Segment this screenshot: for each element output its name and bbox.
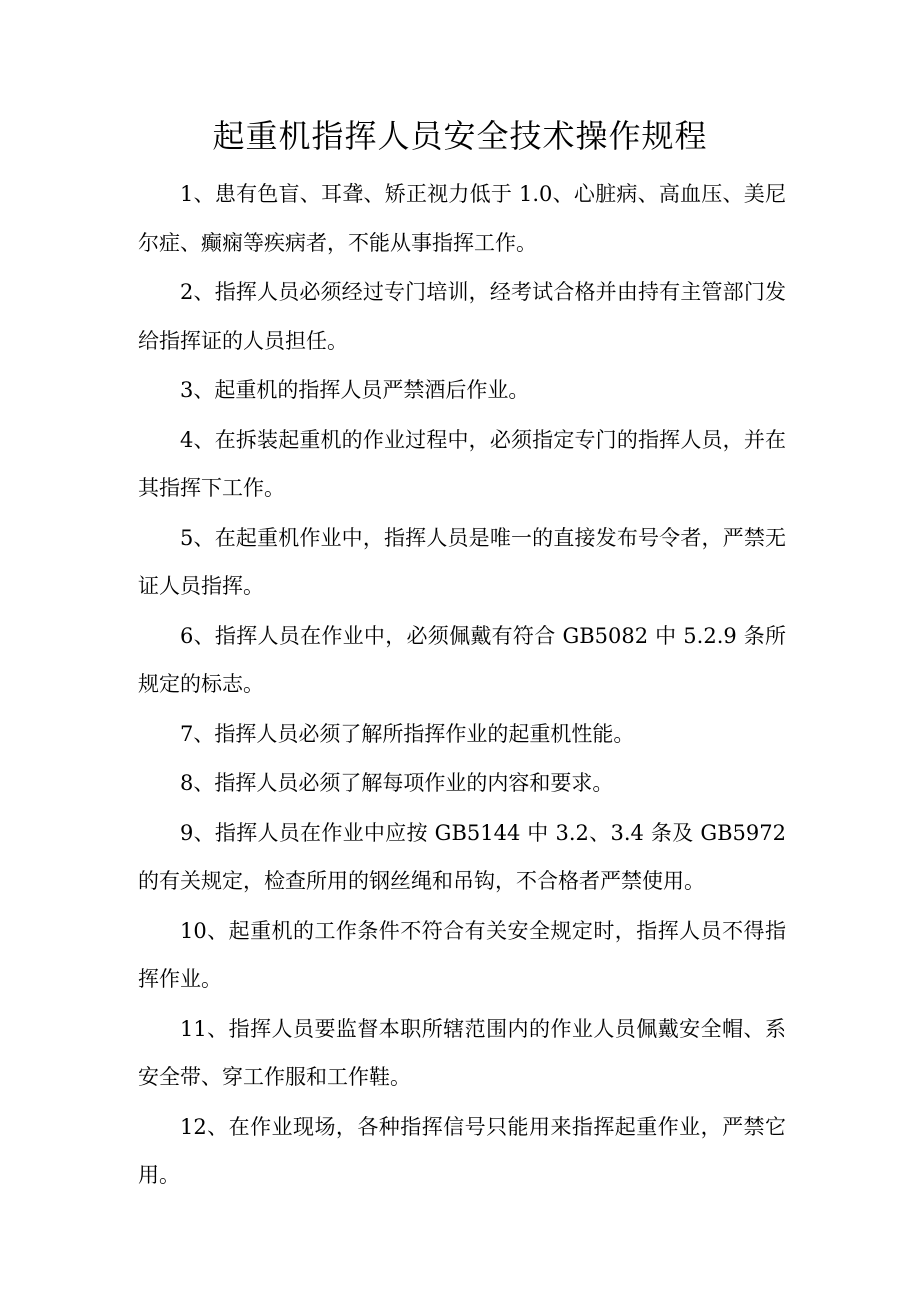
rule-paragraph-4: 4、在拆装起重机的作业过程中，必须指定专门的指挥人员，并在其指挥下工作。 <box>138 427 786 500</box>
rule-paragraph-8: 8、指挥人员必须了解每项作业的内容和要求。 <box>180 771 614 795</box>
document-body <box>138 170 786 1201</box>
rule-paragraph-11: 11、指挥人员要监督本职所辖范围内的作业人员佩戴安全帽、系安全带、穿工作服和工作鞋。 <box>138 1016 786 1089</box>
rule-paragraph-3: 3、起重机的指挥人员严禁酒后作业。 <box>180 378 530 402</box>
rule-paragraph-9: 9、指挥人员在作业中应按 GB5144 中 3.2、3.4 条及 GB5972 的有关规定，检查所用的钢丝绳和吊钩，不合格者严禁使用。 <box>138 820 786 893</box>
rule-paragraph-12: 12、在作业现场，各种指挥信号只能用来指挥起重作业，严禁它用。 <box>138 1114 786 1187</box>
rule-paragraph-6: 6、指挥人员在作业中，必须佩戴有符合 GB5082 中 5.2.9 条所规定的标志。 <box>138 623 786 696</box>
rule-paragraph-2: 2、指挥人员必须经过专门培训，经考试合格并由持有主管部门发给指挥证的人员担任。 <box>138 280 786 353</box>
rule-paragraph-10: 10、起重机的工作条件不符合有关安全规定时，指挥人员不得指挥作业。 <box>138 918 786 991</box>
rule-paragraph-1: 1、患有色盲、耳聋、矫正视力低于 1.0、心脏病、高血压、美尼尔症、癫痫等疾病者，不能从事指挥工作。 <box>138 182 786 255</box>
rule-paragraph-5: 5、在起重机作业中，指挥人员是唯一的直接发布号令者，严禁无证人员指挥。 <box>138 525 786 598</box>
document-title: 起重机指挥人员安全技术操作规程 <box>212 117 708 155</box>
rule-paragraph-7: 7、指挥人员必须了解所指挥作业的起重机性能。 <box>180 721 635 746</box>
